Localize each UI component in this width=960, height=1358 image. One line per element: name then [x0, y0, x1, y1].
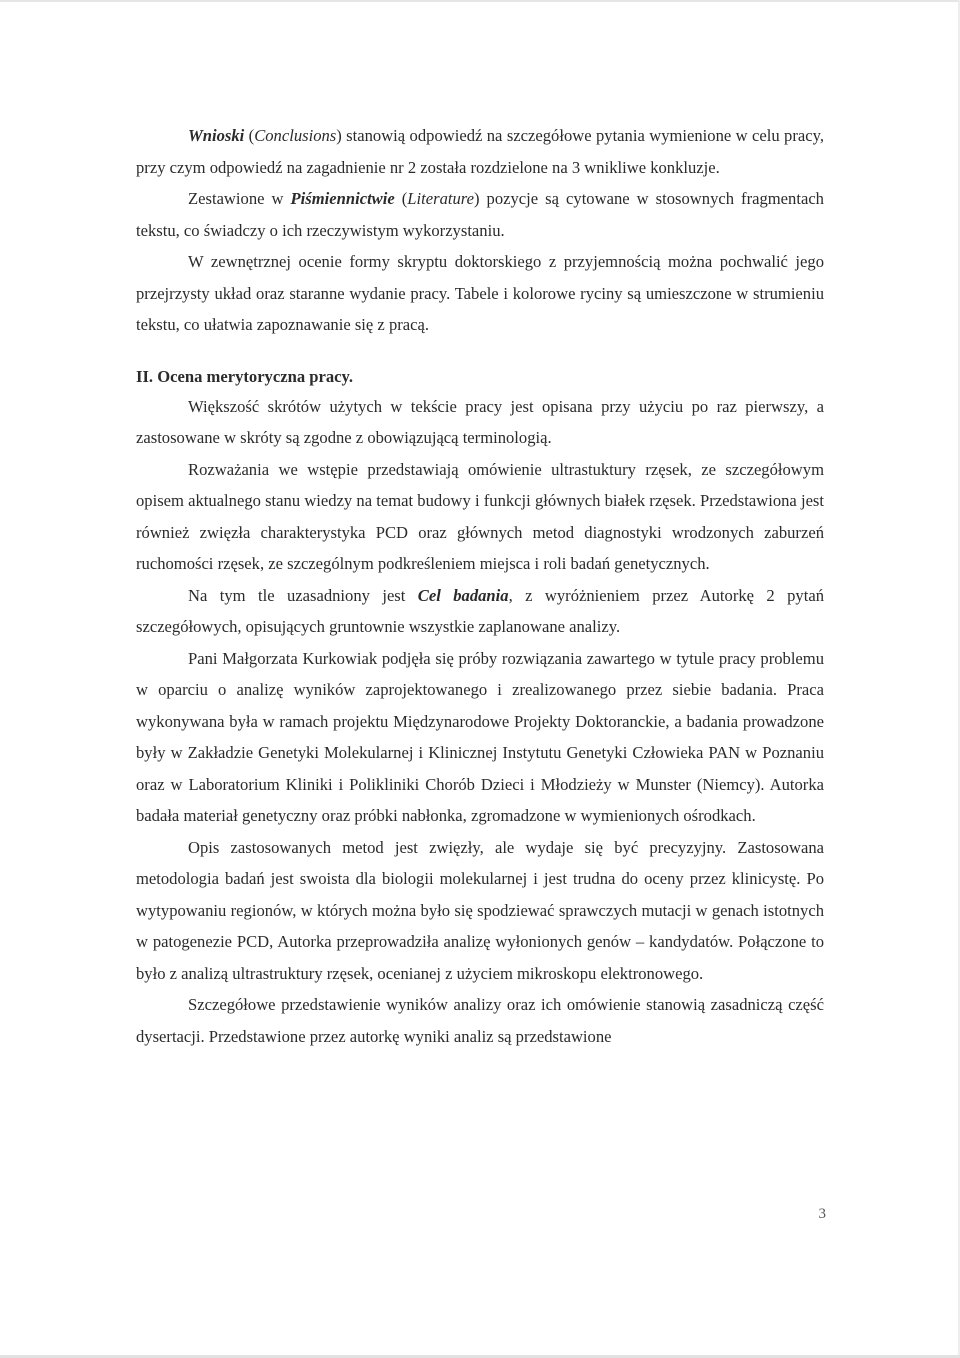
- section-heading: II. Ocena merytoryczna pracy.: [136, 366, 354, 386]
- paragraph-aim: [136, 580, 824, 643]
- scan-edge-top: [0, 0, 960, 2]
- paragraph-aim-before: Na tym tle uzasadniony jest: [188, 585, 418, 605]
- paragraph-form-assessment: W zewnętrznej ocenie formy skryptu doktorskiego z przyjemnością można pochwalić jego przejrzysty układ oraz staranne wydanie pracy. Tabele i kolorowe ryciny są umieszczone w strumieniu tekstu, co ułatwia zapoznawanie się z pracą.: [136, 252, 824, 334]
- term-wnioski: Wnioski: [188, 126, 245, 145]
- term-conclusions: Conclusions: [254, 126, 337, 145]
- paragraph-conclusions-text: stanowią odpowiedź na szczegółowe pytania wymienione w celu pracy, przy czym odpowiedź na zagadnienie nr 2 została rozdzielone na 3 wnikliwe konkluzje.: [136, 126, 824, 177]
- document-body: [136, 120, 824, 1052]
- paragraph-aim-after: , z wyróżnieniem przez Autorkę 2 pytań szczegółowych, opisujących gruntownie wszystkie zaplanowane analizy.: [136, 585, 824, 636]
- paragraph-introduction: Rozważania we wstępie przedstawiają omówienie ultrastuktury rzęsek, ze szczegółowym opisem aktualnego stanu wiedzy na temat budowy i funkcji głównych białek rzęsek. Przedstawiona jest również zwięzła charakterystyka PCD oraz głównych metod diagnostyki wrodzonych zaburzeń ruchomości rzęsek, ze szczególnym podkreśleniem miejsca i roli badań genetycznych.: [136, 459, 824, 573]
- paragraph-conclusions: Wnioski (Conclusions) stanowią odpowiedź na szczegółowe pytania wymienione w celu pracy, przy czym odpowiedź na zagadnienie nr 2 została rozdzielone na 3 wnikliwe konkluzje.: [136, 126, 824, 177]
- page-number: 3: [818, 1206, 826, 1222]
- paragraph-abbreviations: Większość skrótów użytych w tekście pracy jest opisana przy użyciu po raz pierwszy, a zastosowane w skróty są zgodne z obowiązującą terminologią.: [136, 396, 824, 447]
- paragraph-methods: Opis zastosowanych metod jest zwięzły, ale wydaje się być precyzyjny. Zastosowana metodologia badań jest swoista dla biologii molekularnej i jest trudna do oceny przez klinicystę. Po wytypowaniu regionów, w których można było się spodziewać sprawczych mutacji w genach istotnych w patogenezie PCD, Autorka przeprowadziła analizę wyłonionych genów – kandydatów. Połączone to było z analizą ultrastruktury rzęsek, ocenianej z użyciem mikroskopu elektronowego.: [136, 837, 824, 983]
- paragraph-results: Szczegółowe przedstawienie wyników analizy oraz ich omówienie stanowią zasadniczą część dysertacji. Przedstawione przez autorkę wyniki analiz są przedstawione: [136, 995, 824, 1046]
- paragraph-literature: Zestawione w Piśmiennictwie (Literature) pozycje są cytowane w stosownych fragmentach tekstu, co świadczy o ich rzeczywistym wykorzystaniu.: [136, 189, 824, 240]
- term-pismiennictwie: Piśmiennictwie: [290, 189, 395, 208]
- paragraph-literature-after: pozycje są cytowane w stosownych fragmentach tekstu, co świadczy o ich rzeczywistym wykorzystaniu.: [136, 189, 824, 240]
- term-cel-badania: Cel badania: [417, 585, 509, 605]
- term-literature: Literature: [407, 189, 474, 208]
- paragraph-research-context: Pani Małgorzata Kurkowiak podjęła się próby rozwiązania zawartego w tytule pracy problemu w oparciu o analizę wyników zaprojektowanego i zrealizowanego przez siebie badania. Praca wykonywana była w ramach projektu Międzynarodowe Projekty Doktoranckie, a badania prowadzone były w Zakładzie Genetyki Molekularnej i Klinicznej Instytutu Genetyki Człowieka PAN w Poznaniu oraz w Laboratorium Kliniki i Polikliniki Chorób Dzieci i Młodzieży w Munster (Niemcy). Autorka badała materiał genetyczny oraz próbki nabłonka, zgromadzone w wymienionych ośrodkach.: [136, 648, 824, 825]
- paragraph-literature-before: Zestawione w: [188, 189, 291, 208]
